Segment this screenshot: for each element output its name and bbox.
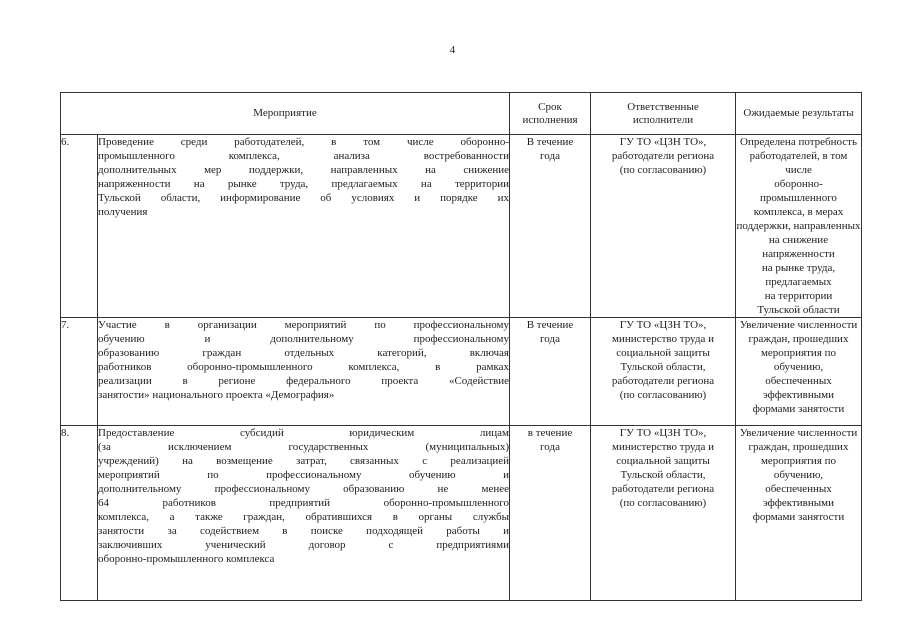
table-row bbox=[61, 318, 862, 426]
table-row bbox=[61, 135, 862, 318]
event-description: Участие в организации мероприятий по профессиональному обучению и дополнительному профессиональному образованию граждан отдельных категорий, включая работников оборонно-промышленного комплекса, в рамках реализации в регионе федерального проекта «Содействие занятости» национального проекта «Демография» bbox=[98, 318, 510, 426]
execution-term: В течение года bbox=[510, 318, 591, 426]
header-responsible: Ответственные исполнители bbox=[591, 93, 736, 135]
execution-term: В течение года bbox=[510, 135, 591, 318]
table-row bbox=[61, 426, 862, 601]
header-results: Ожидаемые результаты bbox=[736, 93, 862, 135]
row-number: 7. bbox=[61, 318, 98, 426]
responsible-executors: ГУ ТО «ЦЗН ТО», работодатели региона (по согласованию) bbox=[591, 135, 736, 318]
header-row bbox=[61, 93, 862, 135]
execution-term: в течение года bbox=[510, 426, 591, 601]
responsible-executors: ГУ ТО «ЦЗН ТО», министерство труда и социальной защиты Тульской области, работодатели региона (по согласованию) bbox=[591, 318, 736, 426]
expected-results: Увеличение численности граждан, прошедших мероприятия по обучению, обеспеченных эффективными формами занятости bbox=[736, 426, 862, 601]
responsible-executors: ГУ ТО «ЦЗН ТО», министерство труда и социальной защиты Тульской области, работодатели региона (по согласованию) bbox=[591, 426, 736, 601]
header-event: Мероприятие bbox=[61, 93, 510, 135]
row-number: 6. bbox=[61, 135, 98, 318]
measures-table bbox=[60, 92, 862, 601]
expected-results: Определена потребность работодателей, в том числе оборонно-промышленного комплекса, в мерах поддержки, направленных на снижение напряженности на рынке труда, предлагаемых на территории Тульской области bbox=[736, 136, 861, 316]
header-term: Срок исполнения bbox=[510, 93, 591, 135]
event-description: Предоставление субсидий юридическим лицам (за исключением государственных (муниципальных) учреждений) на возмещение затрат, связанных с реализацией мероприятий по профессиональному обучению и дополнительному профессиональному образованию не менее 64 работников предприятий оборонно-промышленного комплекса, а также граждан, обратившихся в органы службы занятости за содействием в поиске подходящей работы и заключивших ученический договор с предприятиями оборонно-промышленного комплекса bbox=[98, 426, 510, 601]
expected-results: Увеличение численности граждан, прошедших мероприятия по обучению, обеспеченных эффективными формами занятости bbox=[736, 318, 862, 426]
page-number: 4 bbox=[449, 44, 456, 56]
event-description: Проведение среди работодателей, в том числе оборонно- промышленного комплекса, анализа востребованности дополнительных мер поддержки, направленных на снижение напряженности на рынке труда, предлагаемых на территории Тульской области, информирование об условиях и порядке их получения bbox=[98, 135, 510, 318]
row-number: 8. bbox=[61, 426, 98, 601]
